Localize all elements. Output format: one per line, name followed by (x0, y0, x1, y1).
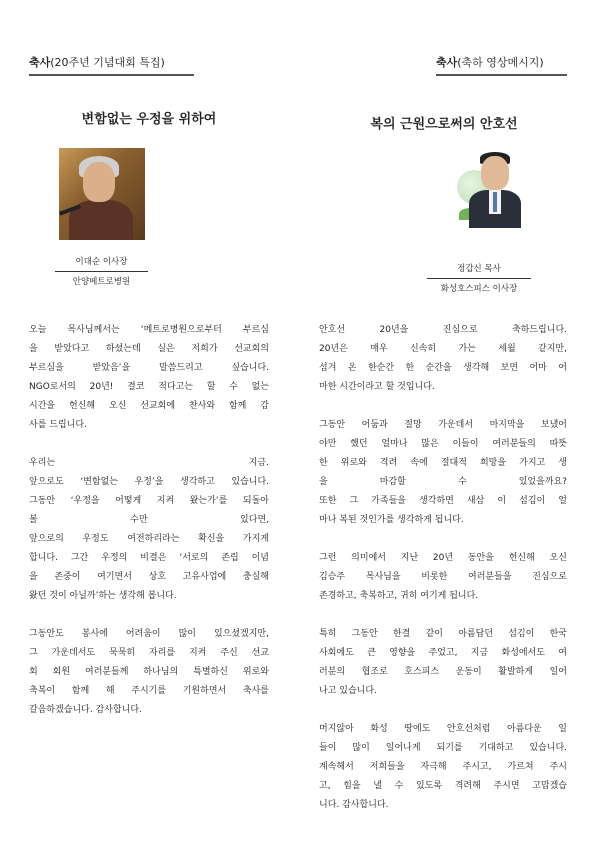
text-line: 합니다. 그간 우정의 비결은 ‘서로의 존립 이념 (29, 553, 269, 563)
left-author-name: 이대순 이사장 (55, 256, 148, 272)
text-line: 섬겨 온 한순간 한 순간을 생각해 보면 어마 어 (319, 363, 567, 373)
paragraph (319, 625, 567, 701)
right-article-body (319, 321, 567, 834)
text-line: 존경하고, 축복하고, 귀히 여기게 됩니다. (319, 591, 479, 601)
right-section-header (436, 56, 567, 76)
text-line: 사를 드립니다. (29, 420, 87, 430)
text-line: 김승주 목사님을 비롯한 여러분들을 진심으로 (319, 572, 567, 582)
text-line: 앞으로의 우정도 여전하리라는 확신을 가지게 (29, 534, 269, 544)
left-header-bold: 축사 (29, 56, 51, 69)
left-article-body (29, 321, 269, 739)
text-line: 갈음하겠습니다. 감사합니다. (29, 705, 142, 715)
right-byline (427, 263, 531, 295)
text-line: 머지않아 화성 땅에도 안호선처럼 아름다운 일 (319, 724, 567, 734)
text-line: NGO로서의 20년! 결코 적다고는 할 수 없는 (29, 382, 269, 392)
text-line: 계속해서 저희들을 자극해 주시고, 가르쳐 주시 (319, 762, 567, 772)
text-line: 부르심을 받았음’을 말씀드리고 싶습니다. (29, 363, 269, 373)
paragraph (29, 454, 269, 606)
right-author-photo (457, 150, 527, 228)
text-line: 사회에도 큰 영향을 주었고, 지금 화성에서도 여 (319, 648, 567, 658)
text-line: 한 위로와 격려 속에 절대적 희망을 가지고 생 (319, 458, 567, 468)
text-line: 그 가운데서도 묵묵히 자리를 지켜 주신 선교 (29, 648, 269, 658)
paragraph (29, 625, 269, 720)
left-section-header (29, 56, 194, 76)
left-author-org: 안양메트로병원 (72, 277, 131, 287)
text-line: 특히 그동안 한결 같이 아름답던 섬김이 한국 (319, 629, 567, 639)
text-line: 나고 있습니다. (319, 686, 377, 696)
text-line: 을 존중이 여기면서 상호 고유사업에 충실해 (29, 572, 269, 582)
text-line: 그동안 ‘우정을 어떻게 지켜 왔는가’를 되돌아 (29, 496, 269, 506)
text-line: 볼 수만 있다면, (29, 515, 269, 525)
text-line: 축복이 함께 해 주시기를 기원하면서 축사를 (29, 686, 269, 696)
text-line: 고, 힘을 낼 수 있도록 격려해 주시면 고맙겠습 (319, 781, 567, 791)
paragraph (319, 549, 567, 606)
right-article-title: 복의 근원으로써의 안호선 (370, 117, 518, 132)
text-line: 회 회원 여러분들께 하나님의 특별하신 위로와 (29, 667, 269, 677)
text-line: 그런 의미에서 지난 20년 동안을 헌신해 오신 (319, 553, 567, 563)
text-line: 오늘 목사님께서는 ‘메트로병원으로부터 부르심 (29, 325, 269, 335)
paragraph (29, 321, 269, 435)
text-line: 니다. 감사합니다. (319, 800, 389, 810)
right-header-bold: 축사 (436, 56, 458, 69)
text-line: 야만 했던 얼마나 많은 이들이 여러분들의 따뜻 (319, 439, 567, 449)
text-line: 을 마감할 수 있었을까요? (319, 477, 567, 487)
text-line: 러분의 협조로 호스피스 운동이 활발하게 일어 (319, 667, 567, 677)
text-line: 앞으로도 ‘변함없는 우정’을 생각하고 있습니다. (29, 477, 269, 487)
paragraph (319, 416, 567, 530)
text-line: 그동안도 봉사에 어려움이 많이 있으셨겠지만, (29, 629, 269, 639)
paragraph (319, 321, 567, 397)
left-header-subtitle: (20주년 기념대회 특집) (50, 56, 165, 69)
text-line: 마나 복된 것인가를 생각하게 됩니다. (319, 515, 464, 525)
left-byline (55, 256, 148, 288)
right-author-org: 화성호스피스 이사장 (440, 284, 518, 294)
text-line: 우리는 지금. (29, 458, 269, 468)
left-author-photo (59, 148, 145, 240)
left-article-title: 변함없는 우정을 위하여 (81, 112, 217, 127)
text-line: 마한 시간이라고 할 것입니다. (319, 382, 435, 392)
text-line: 안호선 20년을 진심으로 축하드립니다. (319, 325, 567, 335)
text-line: 시간을 헌신해 오신 선교회에 찬사와 함께 감 (29, 401, 269, 411)
text-line: 그동안 어둠과 절망 가운데서 마지막을 보냈어 (319, 420, 567, 430)
text-line: 왔던 것이 아닐까’하는 생각해 봅니다. (29, 591, 177, 601)
text-line: 을 받았다고 하셨는데 실은 저희가 선교회의 (29, 344, 269, 354)
right-author-name: 정갑신 목사 (427, 263, 531, 279)
text-line: 들이 많이 일어나게 되기를 기대하고 있습니다. (319, 743, 567, 753)
text-line: 20년은 매우 신속히 가는 세월 같지만, (319, 344, 567, 354)
right-header-subtitle: (축하 영상메시지) (457, 56, 544, 69)
paragraph (319, 720, 567, 815)
text-line: 또한 그 가족들을 생각하면 새삼 이 섬김이 얼 (319, 496, 567, 506)
